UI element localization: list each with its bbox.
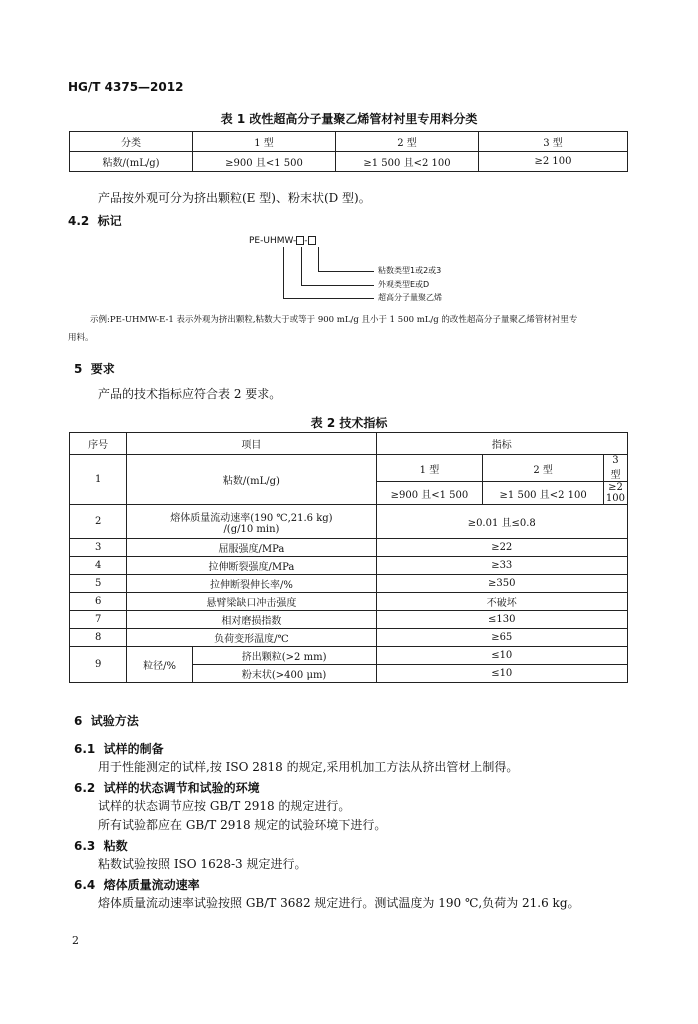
table2-cell: ≤10 bbox=[376, 665, 628, 683]
appearance-paragraph: 产品按外观可分为挤出颗粒(E 型)、粉末状(D 型)。 bbox=[98, 191, 371, 205]
table1-cell: 粘数/(mL/g) bbox=[70, 152, 193, 172]
section-6-3-text: 粘数试验按照 ISO 1628-3 规定进行。 bbox=[98, 857, 307, 871]
section-number: 4.2 bbox=[68, 214, 90, 228]
table1-caption: 表 1 改性超高分子量聚乙烯管材衬里专用料分类 bbox=[220, 112, 478, 126]
table2-cell: 拉伸断裂强度/MPa bbox=[127, 557, 376, 575]
marking-label-appearance: 外观类型E或D bbox=[378, 280, 430, 289]
marking-code bbox=[249, 236, 316, 246]
leader-line bbox=[318, 247, 319, 271]
section-number: 6.2 bbox=[74, 781, 96, 795]
marking-prefix: PE-UHMW- bbox=[249, 236, 297, 246]
table2-cell: ≥900 且<1 500 bbox=[376, 482, 483, 505]
table2-cell: ≥350 bbox=[376, 575, 628, 593]
section-title: 要求 bbox=[90, 362, 115, 376]
table2-cell: ≥22 bbox=[376, 539, 628, 557]
table2-cell: 粘数/(mL/g) bbox=[127, 455, 376, 505]
section-5-text: 产品的技术指标应符合表 2 要求。 bbox=[98, 387, 282, 401]
section-6-1 bbox=[74, 740, 164, 757]
leader-line bbox=[318, 271, 374, 272]
section-title: 试样的制备 bbox=[103, 742, 164, 756]
section-title: 试样的状态调节和试验的环境 bbox=[103, 781, 260, 795]
section-6-2 bbox=[74, 779, 260, 796]
table2-cell: ≤130 bbox=[376, 611, 628, 629]
leader-line bbox=[301, 285, 374, 286]
section-6-1-text: 用于性能测定的试样,按 ISO 2818 的规定,采用机加工方法从挤出管材上制得。 bbox=[98, 760, 519, 774]
table2-type-header: 1 型 bbox=[376, 455, 483, 482]
table1-header: 2 型 bbox=[336, 132, 479, 152]
table2-cell: 不破坏 bbox=[376, 593, 628, 611]
table2-cell: ≥33 bbox=[376, 557, 628, 575]
table2-cell: 悬臂梁缺口冲击强度 bbox=[127, 593, 376, 611]
table2-cell: 9 bbox=[70, 647, 127, 683]
section-number: 6 bbox=[74, 714, 83, 728]
section-6-3 bbox=[74, 837, 128, 854]
leader-line bbox=[301, 247, 302, 285]
table2-cell: 8 bbox=[70, 629, 127, 647]
table1-header: 3 型 bbox=[479, 132, 628, 152]
standard-number: HG/T 4375—2012 bbox=[68, 80, 184, 94]
section-title: 试验方法 bbox=[90, 714, 139, 728]
table2-cell: 拉伸断裂伸长率/% bbox=[127, 575, 376, 593]
table2-cell: ≤10 bbox=[376, 647, 628, 665]
table2-cell: 1 bbox=[70, 455, 127, 505]
table2-header: 序号 bbox=[70, 433, 127, 455]
page-number: 2 bbox=[72, 934, 79, 947]
section-6-2-text2: 所有试验都应在 GB/T 2918 规定的试验环境下进行。 bbox=[98, 818, 387, 832]
table2-header: 指标 bbox=[376, 433, 628, 455]
table2-type-header: 3 型 bbox=[603, 455, 627, 482]
leader-line bbox=[283, 298, 374, 299]
table2 bbox=[69, 432, 628, 683]
table2-cell: 2 bbox=[70, 505, 127, 539]
table1 bbox=[69, 131, 628, 172]
example-line2: 用料。 bbox=[68, 333, 94, 343]
table2-cell: 相对磨损指数 bbox=[127, 611, 376, 629]
table2-cell: 负荷变形温度/℃ bbox=[127, 629, 376, 647]
section-6 bbox=[74, 712, 139, 729]
table2-cell: 7 bbox=[70, 611, 127, 629]
table2-cell: 5 bbox=[70, 575, 127, 593]
example-line1: 示例:PE-UHMW-E-1 表示外观为挤出颗粒,粘数大于或等于 900 mL/g 且小于 1 500 mL/g 的改性超高分子量聚乙烯管材衬里专 bbox=[90, 315, 578, 325]
table2-cell: 粒径/% bbox=[127, 647, 192, 683]
table1-cell: ≥2 100 bbox=[479, 152, 628, 172]
section-6-4-text: 熔体质量流动速率试验按照 GB/T 3682 规定进行。测试温度为 190 ℃,负荷为 21.6 kg。 bbox=[98, 896, 580, 910]
section-5 bbox=[74, 360, 115, 377]
table2-cell: 3 bbox=[70, 539, 127, 557]
section-title: 熔体质量流动速率 bbox=[103, 878, 200, 892]
marking-label-viscosity: 粘数类型1或2或3 bbox=[378, 266, 442, 275]
table2-cell: 粉末状(>400 μm) bbox=[192, 665, 376, 683]
table2-cell: ≥0.01 且≤0.8 bbox=[376, 505, 628, 539]
table2-cell: 6 bbox=[70, 593, 127, 611]
table2-cell: ≥1 500 且<2 100 bbox=[483, 482, 604, 505]
table2-cell: 挤出颗粒(>2 mm) bbox=[192, 647, 376, 665]
section-number: 6.3 bbox=[74, 839, 96, 853]
leader-line bbox=[283, 247, 284, 298]
section-number: 6.1 bbox=[74, 742, 96, 756]
section-6-2-text1: 试样的状态调节应按 GB/T 2918 的规定进行。 bbox=[98, 799, 351, 813]
section-6-4 bbox=[74, 876, 200, 893]
table1-header: 1 型 bbox=[193, 132, 336, 152]
table1-header: 分类 bbox=[70, 132, 193, 152]
section-number: 5 bbox=[74, 362, 83, 376]
section-title: 标记 bbox=[97, 214, 122, 228]
table2-cell: 屈服强度/MPa bbox=[127, 539, 376, 557]
section-4-2 bbox=[68, 212, 122, 229]
table1-cell: ≥900 且<1 500 bbox=[193, 152, 336, 172]
table2-cell bbox=[127, 505, 376, 539]
table2-cell: 4 bbox=[70, 557, 127, 575]
marking-separator: - bbox=[304, 236, 308, 246]
table2-type-header: 2 型 bbox=[483, 455, 604, 482]
section-title: 粘数 bbox=[103, 839, 128, 853]
table2-item-line: /(g/10 min) bbox=[223, 523, 280, 535]
table2-header: 项目 bbox=[127, 433, 376, 455]
table1-cell: ≥1 500 且<2 100 bbox=[336, 152, 479, 172]
table2-cell: ≥2 100 bbox=[603, 482, 627, 505]
table2-cell: ≥65 bbox=[376, 629, 628, 647]
table2-item-line: 熔体质量流动速率(190 ℃,21.6 kg) bbox=[170, 512, 333, 524]
marking-label-material: 超高分子量聚乙烯 bbox=[378, 293, 442, 302]
type-box bbox=[308, 236, 316, 245]
section-number: 6.4 bbox=[74, 878, 96, 892]
table2-caption: 表 2 技术指标 bbox=[310, 416, 388, 430]
